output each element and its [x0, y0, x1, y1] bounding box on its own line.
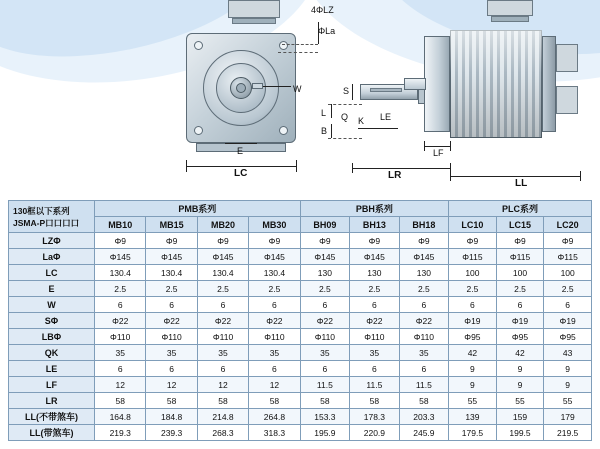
dim-tick [352, 163, 353, 173]
table-corner-header [9, 201, 95, 233]
leader-line-la [278, 52, 318, 53]
row-header: LaΦ [9, 249, 95, 265]
bolt-hole [194, 126, 203, 135]
row-header: LE [9, 361, 95, 377]
table-cell: Φ19 [544, 313, 592, 329]
table-model-row [9, 217, 592, 233]
model-header: MB20 [197, 217, 248, 233]
table-cell: 58 [146, 393, 197, 409]
table-group-row [9, 201, 592, 217]
table-cell: 184.8 [146, 409, 197, 425]
table-cell: 2.5 [300, 281, 350, 297]
dim-line-l [331, 104, 332, 118]
table-cell: 58 [399, 393, 449, 409]
label-4-lz: 4ΦLZ [311, 5, 334, 15]
table-cell: 35 [350, 345, 400, 361]
table-cell: 2.5 [95, 281, 146, 297]
table-cell: Φ9 [249, 233, 300, 249]
motor-barrel-shade [450, 30, 542, 138]
table-cell: 130.4 [95, 265, 146, 281]
dim-line-b [331, 124, 332, 138]
left-view-top-connector [228, 0, 280, 18]
label-k: K [358, 116, 365, 126]
label-le: LE [380, 112, 392, 122]
table-cell: 42 [496, 345, 544, 361]
table-cell: 58 [249, 393, 300, 409]
row-header: LL(不带煞车) [9, 409, 95, 425]
table-cell: 130 [300, 265, 350, 281]
bolt-hole [279, 41, 288, 50]
table-row [9, 377, 592, 393]
dim-line-ll [450, 176, 580, 177]
group-header-plc: PLC系列 [449, 201, 592, 217]
table-cell: 6 [95, 297, 146, 313]
dim-tick [450, 141, 451, 151]
table-cell: 6 [95, 361, 146, 377]
leader-line-lz [282, 44, 318, 45]
table-cell: Φ110 [300, 329, 350, 345]
model-header: LC15 [496, 217, 544, 233]
table-cell: 153.3 [300, 409, 350, 425]
table-cell: 35 [95, 345, 146, 361]
table-row [9, 345, 592, 361]
table-cell: 2.5 [399, 281, 449, 297]
label-l: L [321, 108, 327, 118]
table-cell: 2.5 [249, 281, 300, 297]
table-cell: Φ22 [249, 313, 300, 329]
table-cell: Φ22 [399, 313, 449, 329]
table-cell: 12 [197, 377, 248, 393]
table-cell: 6 [449, 297, 497, 313]
table-cell: Φ95 [544, 329, 592, 345]
shaft-center-circle [236, 83, 246, 93]
label-w: W [293, 84, 302, 94]
table-cell: Φ110 [249, 329, 300, 345]
table-cell: Φ145 [249, 249, 300, 265]
dimension-table-wrapper [8, 200, 592, 441]
keyway [252, 83, 263, 89]
table-cell: Φ115 [544, 249, 592, 265]
table-cell: 9 [496, 377, 544, 393]
model-header: BH09 [300, 217, 350, 233]
table-cell: Φ9 [197, 233, 248, 249]
table-cell: 130.4 [197, 265, 248, 281]
table-cell: Φ9 [350, 233, 400, 249]
table-cell: 55 [496, 393, 544, 409]
table-body [9, 233, 592, 441]
table-cell: 6 [300, 361, 350, 377]
table-cell: Φ145 [350, 249, 400, 265]
table-cell: 203.3 [399, 409, 449, 425]
table-row [9, 393, 592, 409]
table-cell: Φ145 [399, 249, 449, 265]
table-head [9, 201, 592, 233]
right-view-top-connector-cap [491, 16, 529, 22]
model-header: BH18 [399, 217, 449, 233]
table-cell: Φ110 [399, 329, 449, 345]
label-q: Q [341, 112, 349, 122]
table-cell: 12 [95, 377, 146, 393]
table-cell: 2.5 [496, 281, 544, 297]
table-cell: 35 [300, 345, 350, 361]
table-cell: Φ145 [300, 249, 350, 265]
row-header: LBΦ [9, 329, 95, 345]
table-cell: 6 [399, 361, 449, 377]
row-header: QK [9, 345, 95, 361]
dim-line-e [225, 143, 257, 144]
table-cell: Φ9 [544, 233, 592, 249]
table-cell: Φ22 [146, 313, 197, 329]
shaft-key-slot [370, 88, 402, 92]
dim-line-s [352, 84, 353, 100]
table-cell: Φ9 [399, 233, 449, 249]
row-header: LL(带煞车) [9, 425, 95, 441]
table-cell: 130.4 [249, 265, 300, 281]
model-header: MB15 [146, 217, 197, 233]
table-cell: 195.9 [300, 425, 350, 441]
bolt-hole [279, 126, 288, 135]
group-header-pbh: PBH系列 [300, 201, 449, 217]
table-cell: 12 [146, 377, 197, 393]
dim-line-qk [358, 128, 382, 129]
table-cell: 2.5 [449, 281, 497, 297]
label-lc: LC [234, 168, 248, 179]
table-cell: 239.3 [146, 425, 197, 441]
power-connector [556, 86, 578, 114]
right-view-top-connector [487, 0, 533, 16]
group-header-pmb: PMB系列 [95, 201, 301, 217]
corner-line-1: 130框以下系列 [13, 205, 70, 216]
table-cell: 6 [544, 297, 592, 313]
table-cell: Φ9 [95, 233, 146, 249]
table-cell: 100 [449, 265, 497, 281]
table-cell: Φ110 [350, 329, 400, 345]
model-header: LC10 [449, 217, 497, 233]
table-cell: 12 [249, 377, 300, 393]
table-cell: 2.5 [146, 281, 197, 297]
table-cell: 35 [146, 345, 197, 361]
table-cell: Φ95 [496, 329, 544, 345]
table-cell: Φ110 [197, 329, 248, 345]
dim-line-lf [424, 146, 450, 147]
table-cell: 6 [249, 361, 300, 377]
table-cell: Φ22 [350, 313, 400, 329]
dim-line-lr [352, 168, 450, 169]
table-cell: 264.8 [249, 409, 300, 425]
table-cell: 178.3 [350, 409, 400, 425]
table-cell: 214.8 [197, 409, 248, 425]
table-cell: 43 [544, 345, 592, 361]
table-cell: 9 [544, 361, 592, 377]
table-row [9, 265, 592, 281]
motor-rear-cap [542, 36, 556, 132]
row-header: LF [9, 377, 95, 393]
table-cell: Φ145 [197, 249, 248, 265]
table-cell: 199.5 [496, 425, 544, 441]
table-cell: 42 [449, 345, 497, 361]
table-cell: 164.8 [95, 409, 146, 425]
table-cell: Φ9 [300, 233, 350, 249]
table-row [9, 233, 592, 249]
table-cell: 219.3 [95, 425, 146, 441]
table-cell: Φ9 [146, 233, 197, 249]
encoder-connector [556, 44, 578, 72]
dim-line-lc [186, 166, 296, 167]
table-cell: 219.5 [544, 425, 592, 441]
dim-tick [186, 160, 187, 172]
row-header: LZΦ [9, 233, 95, 249]
table-cell: Φ22 [300, 313, 350, 329]
table-row [9, 329, 592, 345]
row-header: W [9, 297, 95, 313]
table-cell: Φ145 [146, 249, 197, 265]
table-cell: Φ22 [95, 313, 146, 329]
table-row [9, 361, 592, 377]
left-view-top-connector-cap [232, 18, 276, 24]
table-row [9, 425, 592, 441]
table-cell: 55 [544, 393, 592, 409]
table-cell: Φ9 [449, 233, 497, 249]
model-header: BH13 [350, 217, 400, 233]
table-cell: Φ22 [197, 313, 248, 329]
table-cell: 11.5 [350, 377, 400, 393]
table-cell: 11.5 [399, 377, 449, 393]
row-header: LR [9, 393, 95, 409]
label-s: S [343, 86, 350, 96]
table-cell: 35 [249, 345, 300, 361]
table-cell: 9 [544, 377, 592, 393]
row-header: SΦ [9, 313, 95, 329]
table-cell: 130 [399, 265, 449, 281]
table-cell: 179 [544, 409, 592, 425]
table-cell: Φ115 [449, 249, 497, 265]
table-cell: 58 [350, 393, 400, 409]
table-row [9, 249, 592, 265]
leader-line-w [263, 86, 291, 87]
table-row [9, 409, 592, 425]
bolt-hole [194, 41, 203, 50]
table-cell: 6 [399, 297, 449, 313]
table-cell: 6 [197, 297, 248, 313]
table-cell: 6 [197, 361, 248, 377]
table-cell: 220.9 [350, 425, 400, 441]
dim-tick [450, 171, 451, 181]
table-cell: 58 [197, 393, 248, 409]
label-lf: LF [433, 148, 444, 158]
model-header: MB30 [249, 217, 300, 233]
table-cell: 130.4 [146, 265, 197, 281]
label-la: ΦLa [318, 26, 336, 36]
table-cell: 100 [496, 265, 544, 281]
dimension-table [8, 200, 592, 441]
label-e: E [237, 146, 244, 156]
table-cell: 245.9 [399, 425, 449, 441]
table-cell: 139 [449, 409, 497, 425]
model-header: LC20 [544, 217, 592, 233]
label-ll: LL [515, 178, 528, 189]
table-cell: Φ145 [95, 249, 146, 265]
table-cell: 2.5 [197, 281, 248, 297]
table-cell: 2.5 [350, 281, 400, 297]
label-lr: LR [388, 170, 402, 181]
table-cell: 159 [496, 409, 544, 425]
dim-ref-line [328, 138, 362, 139]
table-cell: 130 [350, 265, 400, 281]
table-cell: 58 [95, 393, 146, 409]
table-cell: Φ9 [496, 233, 544, 249]
dim-tick [424, 141, 425, 151]
table-cell: 6 [249, 297, 300, 313]
label-b: B [321, 126, 328, 136]
table-row [9, 313, 592, 329]
table-cell: 35 [399, 345, 449, 361]
motor-dimension-diagram [0, 0, 600, 196]
table-cell: Φ95 [449, 329, 497, 345]
dim-tick [580, 171, 581, 181]
table-cell: 9 [449, 377, 497, 393]
corner-line-2: JSMA-P口口口口 [13, 217, 80, 228]
table-cell: 6 [146, 361, 197, 377]
model-header: MB10 [95, 217, 146, 233]
table-cell: 11.5 [300, 377, 350, 393]
motor-front-flange [424, 36, 450, 132]
table-cell: 9 [449, 361, 497, 377]
table-cell: 55 [449, 393, 497, 409]
table-cell: 35 [197, 345, 248, 361]
motor-output-shaft [404, 78, 426, 90]
table-cell: 9 [496, 361, 544, 377]
table-cell: 58 [300, 393, 350, 409]
table-cell: 6 [146, 297, 197, 313]
table-cell: 6 [496, 297, 544, 313]
table-cell: 6 [350, 361, 400, 377]
table-cell: Φ19 [496, 313, 544, 329]
table-cell: Φ19 [449, 313, 497, 329]
table-cell: 318.3 [249, 425, 300, 441]
table-cell: 2.5 [544, 281, 592, 297]
table-cell: 6 [300, 297, 350, 313]
table-cell: 268.3 [197, 425, 248, 441]
table-row [9, 297, 592, 313]
dim-tick [296, 160, 297, 172]
row-header: E [9, 281, 95, 297]
table-cell: 6 [350, 297, 400, 313]
table-cell: Φ110 [95, 329, 146, 345]
table-cell: Φ115 [496, 249, 544, 265]
table-cell: Φ110 [146, 329, 197, 345]
table-cell: 100 [544, 265, 592, 281]
row-header: LC [9, 265, 95, 281]
table-row [9, 281, 592, 297]
dim-line-le [382, 128, 398, 129]
dim-ref-line [328, 104, 362, 105]
table-cell: 179.5 [449, 425, 497, 441]
